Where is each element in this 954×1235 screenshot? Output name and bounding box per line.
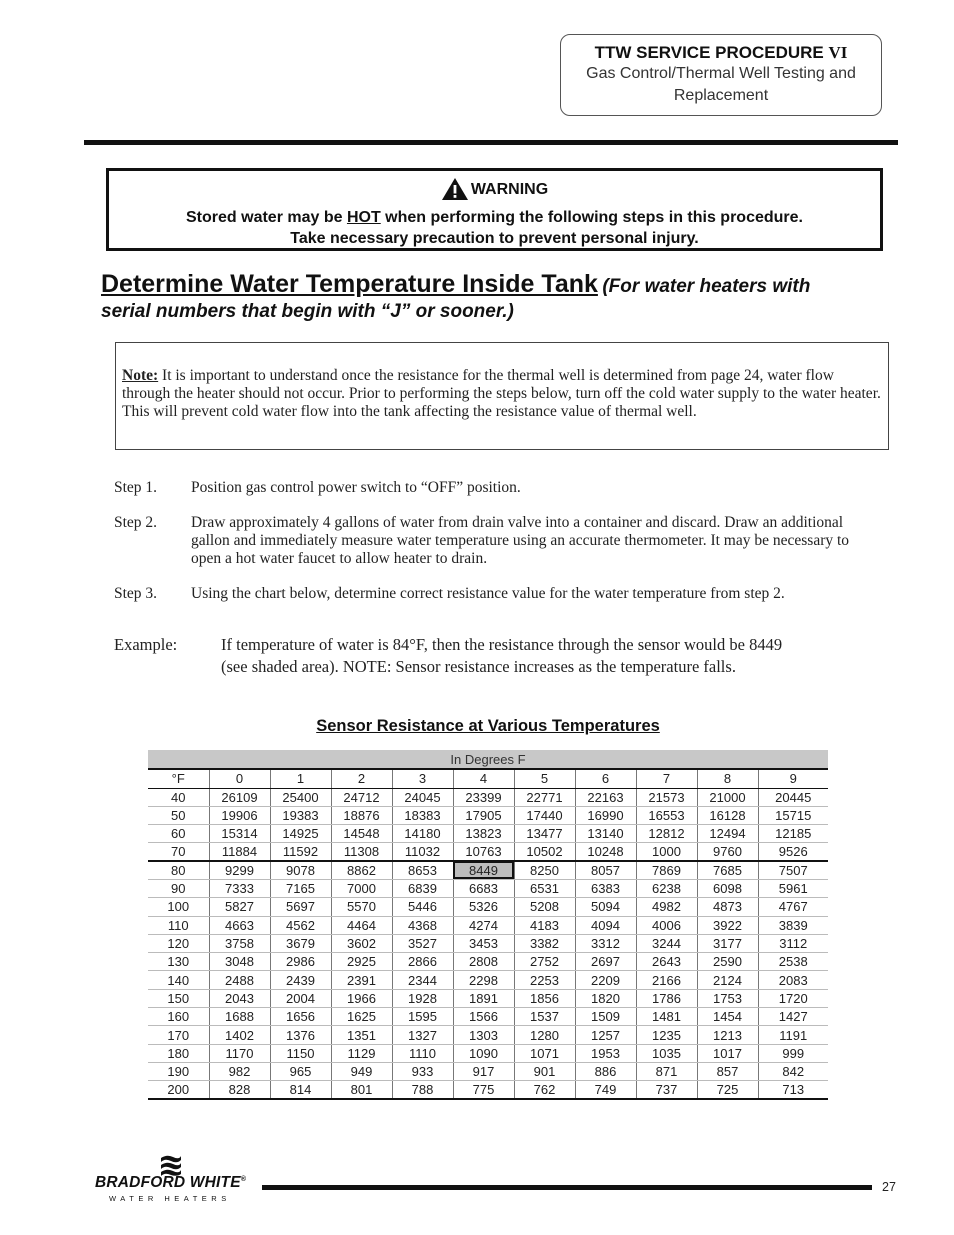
table-row xyxy=(148,806,828,824)
resistance-cell: 12185 xyxy=(758,825,828,843)
resistance-cell: 3679 xyxy=(270,934,331,952)
resistance-cell: 901 xyxy=(514,1062,575,1080)
row-header-cell: 200 xyxy=(148,1081,209,1099)
resistance-cell: 11884 xyxy=(209,843,270,861)
resistance-cell: 2344 xyxy=(392,971,453,989)
resistance-cell: 1303 xyxy=(453,1026,514,1044)
resistance-cell: 3602 xyxy=(331,934,392,952)
resistance-cell: 1891 xyxy=(453,989,514,1007)
brand-tagline: WATER HEATERS xyxy=(109,1194,231,1203)
resistance-cell: 5446 xyxy=(392,898,453,916)
row-header-cell: 40 xyxy=(148,788,209,806)
resistance-cell: 2590 xyxy=(697,953,758,971)
row-header-cell: 190 xyxy=(148,1062,209,1080)
resistance-cell: 775 xyxy=(453,1081,514,1099)
resistance-cell: 1000 xyxy=(636,843,697,861)
section-heading xyxy=(101,270,901,323)
table-row xyxy=(148,989,828,1007)
resistance-cell: 1966 xyxy=(331,989,392,1007)
procedure-subtitle-line2: Replacement xyxy=(673,87,769,104)
step-text: Draw approximately 4 gallons of water from drain valve into a container and discard. Draw an additional gallon and immediately measure water temperature using an accurate thermometer. It may be necessary to open a hot water faucet to allow heater to drain. xyxy=(191,514,850,567)
resistance-cell: 6683 xyxy=(453,879,514,897)
column-header: 9 xyxy=(758,769,828,788)
resistance-cell: 713 xyxy=(758,1081,828,1099)
resistance-cell: 18383 xyxy=(392,806,453,824)
section-heading-main: Determine Water Temperature Inside Tank xyxy=(101,270,598,298)
footer-divider xyxy=(262,1185,872,1190)
resistance-cell: 7869 xyxy=(636,861,697,879)
resistance-cell: 17440 xyxy=(514,806,575,824)
resistance-cell: 5094 xyxy=(575,898,636,916)
column-header: 0 xyxy=(209,769,270,788)
resistance-cell: 9760 xyxy=(697,843,758,861)
resistance-cell: 14548 xyxy=(331,825,392,843)
warning-line1-start: Stored water may be xyxy=(186,209,347,226)
bradford-white-flame-icon xyxy=(157,1154,183,1176)
resistance-cell: 1376 xyxy=(270,1026,331,1044)
row-header-cell: 90 xyxy=(148,879,209,897)
resistance-cell: 1213 xyxy=(697,1026,758,1044)
resistance-cell: 2488 xyxy=(209,971,270,989)
table-row xyxy=(148,934,828,952)
resistance-cell: 3244 xyxy=(636,934,697,952)
row-header-cell: 140 xyxy=(148,971,209,989)
resistance-cell: 5570 xyxy=(331,898,392,916)
resistance-cell: 16128 xyxy=(697,806,758,824)
resistance-cell: 1191 xyxy=(758,1026,828,1044)
step-label: Step 3. xyxy=(114,585,158,602)
resistance-cell: 14925 xyxy=(270,825,331,843)
resistance-cell: 9526 xyxy=(758,843,828,861)
section-heading-sub1: (For water heaters with xyxy=(602,276,811,297)
bradford-white-logo xyxy=(95,1154,255,1204)
resistance-cell: 2391 xyxy=(331,971,392,989)
procedure-subtitle-line1: Gas Control/Thermal Well Testing and xyxy=(586,65,856,82)
resistance-cell: 9078 xyxy=(270,861,331,879)
resistance-cell: 13823 xyxy=(453,825,514,843)
row-header-cell: 150 xyxy=(148,989,209,1007)
note-text: It is important to understand once the resistance for the thermal well is determined from page 24, water flow through the heater should not occur. Prior to performing the steps below, turn off the cold water supply to the water heater. This will prevent cold water flow into the tank affecting the resistance value of thermal well. xyxy=(122,367,881,420)
resistance-cell: 1351 xyxy=(331,1026,392,1044)
row-header-cell: 100 xyxy=(148,898,209,916)
column-header: 4 xyxy=(453,769,514,788)
procedure-title xyxy=(561,43,881,63)
warning-line2: Take necessary precaution to prevent personal injury. xyxy=(290,230,699,247)
resistance-cell: 7165 xyxy=(270,879,331,897)
column-header: 5 xyxy=(514,769,575,788)
row-header-cell: 60 xyxy=(148,825,209,843)
resistance-cell: 4873 xyxy=(697,898,758,916)
table-row xyxy=(148,861,828,879)
column-header: °F xyxy=(148,769,209,788)
resistance-cell: 6383 xyxy=(575,879,636,897)
resistance-cell: 23399 xyxy=(453,788,514,806)
resistance-cell: 857 xyxy=(697,1062,758,1080)
resistance-cell: 2925 xyxy=(331,953,392,971)
resistance-cell: 2209 xyxy=(575,971,636,989)
column-header: 2 xyxy=(331,769,392,788)
step-label: Step 2. xyxy=(114,514,158,531)
resistance-cell: 6839 xyxy=(392,879,453,897)
resistance-cell: 4767 xyxy=(758,898,828,916)
table-row xyxy=(148,1062,828,1080)
resistance-cell: 19906 xyxy=(209,806,270,824)
resistance-cell: 8449 xyxy=(453,861,514,879)
resistance-cell: 21573 xyxy=(636,788,697,806)
note-label: Note: xyxy=(122,367,159,384)
resistance-cell: 20445 xyxy=(758,788,828,806)
resistance-cell: 1280 xyxy=(514,1026,575,1044)
resistance-cell: 982 xyxy=(209,1062,270,1080)
table-row xyxy=(148,1026,828,1044)
resistance-cell: 1537 xyxy=(514,1008,575,1026)
resistance-cell: 1856 xyxy=(514,989,575,1007)
resistance-cell: 1566 xyxy=(453,1008,514,1026)
resistance-cell: 1170 xyxy=(209,1044,270,1062)
resistance-cell: 11592 xyxy=(270,843,331,861)
resistance-cell: 7333 xyxy=(209,879,270,897)
resistance-cell: 12812 xyxy=(636,825,697,843)
row-header-cell: 110 xyxy=(148,916,209,934)
warning-line1 xyxy=(109,207,880,228)
resistance-cell: 13140 xyxy=(575,825,636,843)
resistance-cell: 1509 xyxy=(575,1008,636,1026)
resistance-cell: 1595 xyxy=(392,1008,453,1026)
resistance-cell: 2083 xyxy=(758,971,828,989)
page-number: 27 xyxy=(882,1180,896,1194)
resistance-cell: 1110 xyxy=(392,1044,453,1062)
resistance-cell: 5961 xyxy=(758,879,828,897)
resistance-cell: 1656 xyxy=(270,1008,331,1026)
row-header-cell: 50 xyxy=(148,806,209,824)
resistance-cell: 3527 xyxy=(392,934,453,952)
resistance-cell: 2004 xyxy=(270,989,331,1007)
resistance-cell: 1786 xyxy=(636,989,697,1007)
resistance-cell: 999 xyxy=(758,1044,828,1062)
resistance-cell: 3758 xyxy=(209,934,270,952)
resistance-cell: 725 xyxy=(697,1081,758,1099)
resistance-cell: 22771 xyxy=(514,788,575,806)
example-label: Example: xyxy=(114,635,178,654)
resistance-cell: 917 xyxy=(453,1062,514,1080)
resistance-cell: 1235 xyxy=(636,1026,697,1044)
resistance-cell: 8250 xyxy=(514,861,575,879)
resistance-cell: 737 xyxy=(636,1081,697,1099)
header-divider xyxy=(84,140,898,145)
warning-triangle-icon xyxy=(441,177,469,201)
resistance-cell: 5827 xyxy=(209,898,270,916)
row-header-cell: 160 xyxy=(148,1008,209,1026)
resistance-cell: 16990 xyxy=(575,806,636,824)
resistance-cell: 3312 xyxy=(575,934,636,952)
row-header-cell: 80 xyxy=(148,861,209,879)
resistance-cell: 11308 xyxy=(331,843,392,861)
column-header: 1 xyxy=(270,769,331,788)
table-row xyxy=(148,843,828,861)
resistance-cell: 7000 xyxy=(331,879,392,897)
table-row xyxy=(148,953,828,971)
brand-text: BRADFORD WHITE xyxy=(95,1174,241,1191)
resistance-cell: 10763 xyxy=(453,843,514,861)
warning-title: WARNING xyxy=(470,180,549,198)
resistance-cell: 933 xyxy=(392,1062,453,1080)
resistance-cell: 8653 xyxy=(392,861,453,879)
resistance-cell: 2124 xyxy=(697,971,758,989)
resistance-cell: 2253 xyxy=(514,971,575,989)
resistance-table xyxy=(148,750,828,1100)
resistance-cell: 1129 xyxy=(331,1044,392,1062)
note-box xyxy=(115,342,889,450)
example-text: If temperature of water is 84°F, then the resistance through the sensor would be 8449 (see shaded area). NOTE: Sensor resistance increases as the temperature falls. xyxy=(221,635,783,676)
resistance-cell: 762 xyxy=(514,1081,575,1099)
resistance-cell: 3048 xyxy=(209,953,270,971)
registered-mark: ® xyxy=(240,1175,247,1183)
resistance-cell: 4464 xyxy=(331,916,392,934)
resistance-cell: 3382 xyxy=(514,934,575,952)
resistance-cell: 4562 xyxy=(270,916,331,934)
resistance-cell: 11032 xyxy=(392,843,453,861)
resistance-cell: 2166 xyxy=(636,971,697,989)
resistance-cell: 4663 xyxy=(209,916,270,934)
table-row xyxy=(148,916,828,934)
warning-line1-end: when performing the following steps in this procedure. xyxy=(380,209,803,226)
section-heading-sub2: serial numbers that begin with “J” or sooner.) xyxy=(101,301,514,322)
row-header-cell: 130 xyxy=(148,953,209,971)
resistance-cell: 6531 xyxy=(514,879,575,897)
resistance-cell: 965 xyxy=(270,1062,331,1080)
resistance-cell: 1625 xyxy=(331,1008,392,1026)
resistance-cell: 2643 xyxy=(636,953,697,971)
resistance-cell: 2752 xyxy=(514,953,575,971)
column-header: 7 xyxy=(636,769,697,788)
resistance-cell: 828 xyxy=(209,1081,270,1099)
resistance-cell: 1402 xyxy=(209,1026,270,1044)
row-header-cell: 170 xyxy=(148,1026,209,1044)
table-row xyxy=(148,1081,828,1099)
resistance-cell: 801 xyxy=(331,1081,392,1099)
resistance-cell: 24045 xyxy=(392,788,453,806)
resistance-cell: 1454 xyxy=(697,1008,758,1026)
table-row xyxy=(148,1008,828,1026)
resistance-cell: 13477 xyxy=(514,825,575,843)
resistance-cell: 8057 xyxy=(575,861,636,879)
resistance-cell: 1427 xyxy=(758,1008,828,1026)
resistance-cell: 14180 xyxy=(392,825,453,843)
resistance-cell: 1753 xyxy=(697,989,758,1007)
resistance-cell: 2986 xyxy=(270,953,331,971)
resistance-cell: 1720 xyxy=(758,989,828,1007)
resistance-cell: 15715 xyxy=(758,806,828,824)
resistance-cell: 7507 xyxy=(758,861,828,879)
resistance-cell: 4094 xyxy=(575,916,636,934)
table-group-header-row xyxy=(148,750,828,769)
resistance-cell: 25400 xyxy=(270,788,331,806)
resistance-cell: 749 xyxy=(575,1081,636,1099)
resistance-cell: 949 xyxy=(331,1062,392,1080)
resistance-cell: 26109 xyxy=(209,788,270,806)
resistance-cell: 22163 xyxy=(575,788,636,806)
resistance-cell: 788 xyxy=(392,1081,453,1099)
procedure-number: VI xyxy=(828,43,848,62)
table-row xyxy=(148,879,828,897)
warning-box xyxy=(106,168,883,251)
column-header: 8 xyxy=(697,769,758,788)
resistance-cell: 5697 xyxy=(270,898,331,916)
resistance-cell: 2043 xyxy=(209,989,270,1007)
table-row xyxy=(148,825,828,843)
warning-hot-word: HOT xyxy=(346,209,381,226)
table-row xyxy=(148,898,828,916)
resistance-cell: 6098 xyxy=(697,879,758,897)
row-header-cell: 70 xyxy=(148,843,209,861)
resistance-cell: 1090 xyxy=(453,1044,514,1062)
resistance-cell: 4982 xyxy=(636,898,697,916)
resistance-cell: 2808 xyxy=(453,953,514,971)
procedure-header-box xyxy=(560,34,882,116)
resistance-cell: 10502 xyxy=(514,843,575,861)
resistance-cell: 8862 xyxy=(331,861,392,879)
resistance-cell: 3177 xyxy=(697,934,758,952)
resistance-cell: 1688 xyxy=(209,1008,270,1026)
brand-name xyxy=(95,1174,246,1192)
table-group-header: In Degrees F xyxy=(148,750,828,769)
resistance-cell: 1071 xyxy=(514,1044,575,1062)
resistance-cell: 4183 xyxy=(514,916,575,934)
step-label: Step 1. xyxy=(114,479,158,496)
resistance-cell: 17905 xyxy=(453,806,514,824)
resistance-cell: 3453 xyxy=(453,934,514,952)
resistance-cell: 3922 xyxy=(697,916,758,934)
resistance-cell: 5208 xyxy=(514,898,575,916)
table-title: Sensor Resistance at Various Temperatures xyxy=(316,717,660,735)
resistance-cell: 2298 xyxy=(453,971,514,989)
resistance-cell: 18876 xyxy=(331,806,392,824)
resistance-cell: 2697 xyxy=(575,953,636,971)
resistance-cell: 12494 xyxy=(697,825,758,843)
resistance-cell: 1953 xyxy=(575,1044,636,1062)
resistance-cell: 15314 xyxy=(209,825,270,843)
resistance-cell: 5326 xyxy=(453,898,514,916)
resistance-cell: 814 xyxy=(270,1081,331,1099)
table-row xyxy=(148,1044,828,1062)
resistance-cell: 871 xyxy=(636,1062,697,1080)
resistance-cell: 4274 xyxy=(453,916,514,934)
resistance-cell: 1928 xyxy=(392,989,453,1007)
resistance-cell: 2439 xyxy=(270,971,331,989)
resistance-cell: 4368 xyxy=(392,916,453,934)
resistance-cell: 7685 xyxy=(697,861,758,879)
resistance-cell: 3839 xyxy=(758,916,828,934)
resistance-cell: 2538 xyxy=(758,953,828,971)
table-row xyxy=(148,788,828,806)
resistance-cell: 1327 xyxy=(392,1026,453,1044)
table-column-header-row xyxy=(148,769,828,788)
resistance-cell: 6238 xyxy=(636,879,697,897)
resistance-cell: 1257 xyxy=(575,1026,636,1044)
resistance-cell: 24712 xyxy=(331,788,392,806)
resistance-cell: 1035 xyxy=(636,1044,697,1062)
resistance-cell: 2866 xyxy=(392,953,453,971)
step-text: Using the chart below, determine correct resistance value for the water temperature from step 2. xyxy=(191,585,785,602)
table-row xyxy=(148,971,828,989)
resistance-cell: 21000 xyxy=(697,788,758,806)
procedure-title-text: TTW SERVICE PROCEDURE xyxy=(594,43,824,62)
resistance-cell: 3112 xyxy=(758,934,828,952)
column-header: 3 xyxy=(392,769,453,788)
row-header-cell: 120 xyxy=(148,934,209,952)
warning-heading xyxy=(441,177,548,201)
resistance-cell: 10248 xyxy=(575,843,636,861)
resistance-cell: 1481 xyxy=(636,1008,697,1026)
resistance-cell: 1150 xyxy=(270,1044,331,1062)
column-header: 6 xyxy=(575,769,636,788)
row-header-cell: 180 xyxy=(148,1044,209,1062)
resistance-cell: 9299 xyxy=(209,861,270,879)
resistance-cell: 1017 xyxy=(697,1044,758,1062)
step-text: Position gas control power switch to “OFF” position. xyxy=(191,479,521,496)
resistance-cell: 4006 xyxy=(636,916,697,934)
table-body xyxy=(148,788,828,1099)
resistance-cell: 886 xyxy=(575,1062,636,1080)
resistance-cell: 19383 xyxy=(270,806,331,824)
resistance-cell: 1820 xyxy=(575,989,636,1007)
resistance-cell: 842 xyxy=(758,1062,828,1080)
resistance-cell: 16553 xyxy=(636,806,697,824)
